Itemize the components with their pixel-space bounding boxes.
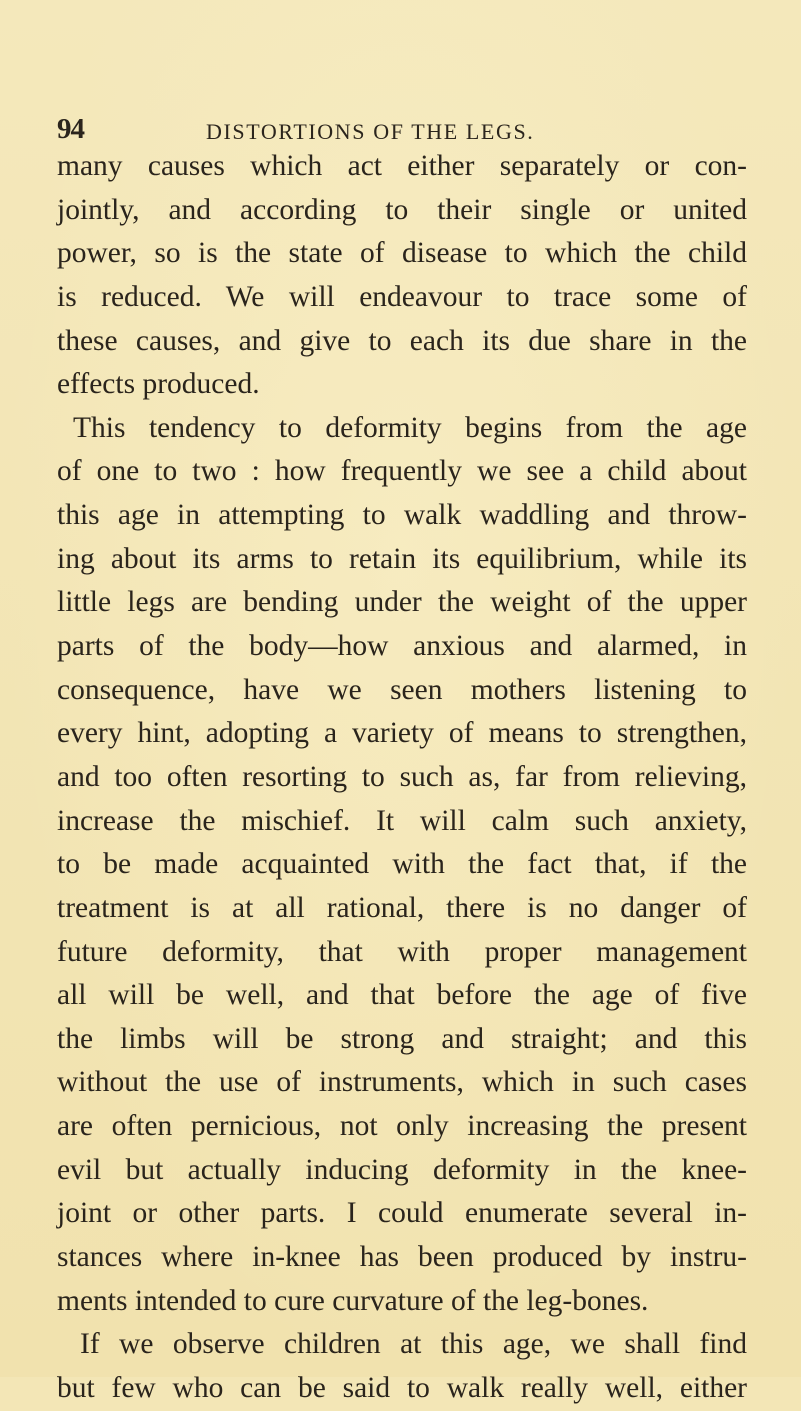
text-line: the limbs will be strong and straight; and this	[57, 1022, 747, 1055]
text-line: parts of the body—how anxious and alarmed, in	[57, 630, 747, 663]
text-line: little legs are bending under the weight of the upper	[57, 586, 747, 619]
text-line: this age in attempting to walk waddling and throw-	[57, 499, 747, 532]
running-head-title: DISTORTIONS OF THE LEGS.	[206, 119, 535, 144]
text-line: without the use of instruments, which in such cases	[57, 1066, 747, 1099]
text-line: consequence, have we seen mothers listening to	[57, 673, 747, 706]
text-line: This tendency to deformity begins from the age	[73, 411, 747, 444]
text-line: evil but actually inducing deformity in the knee-	[57, 1153, 747, 1186]
text-line: are often pernicious, not only increasing the present	[57, 1110, 747, 1143]
text-line: joint or other parts. I could enumerate several in-	[57, 1197, 747, 1230]
text-line: many causes which act either separately or con-	[57, 150, 747, 182]
text-line: all will be well, and that before the age of five	[57, 979, 747, 1012]
text-line: of one to two : how frequently we see a child about	[57, 455, 747, 488]
text-line: every hint, adopting a variety of means to strengthen,	[57, 717, 747, 750]
page-number: 94	[57, 113, 84, 145]
text-line: effects produced.	[57, 368, 260, 401]
text-line: but few who can be said to walk really well, either	[57, 1371, 747, 1404]
text-line: is reduced. We will endeavour to trace some of	[57, 280, 747, 313]
text-line: treatment is at all rational, there is no danger of	[57, 891, 747, 924]
text-line: power, so is the state of disease to which the child	[57, 237, 747, 270]
body-text	[57, 145, 747, 1411]
text-line: ments intended to cure curvature of the leg-bones.	[57, 1284, 649, 1317]
text-line: these causes, and give to each its due share in the	[57, 324, 747, 357]
text-line: future deformity, that with proper management	[57, 935, 747, 968]
text-line: ing about its arms to retain its equilibrium, while its	[57, 542, 747, 575]
text-line: jointly, and according to their single or united	[57, 193, 747, 226]
text-line: stances where in-knee has been produced by instru-	[57, 1241, 747, 1274]
text-line: If we observe children at this age, we shall find	[80, 1328, 747, 1361]
text-line: to be made acquainted with the fact that, if the	[57, 848, 747, 881]
text-line: increase the mischief. It will calm such anxiety,	[57, 804, 747, 837]
text-line: and too often resorting to such as, far from relieving,	[57, 760, 747, 793]
